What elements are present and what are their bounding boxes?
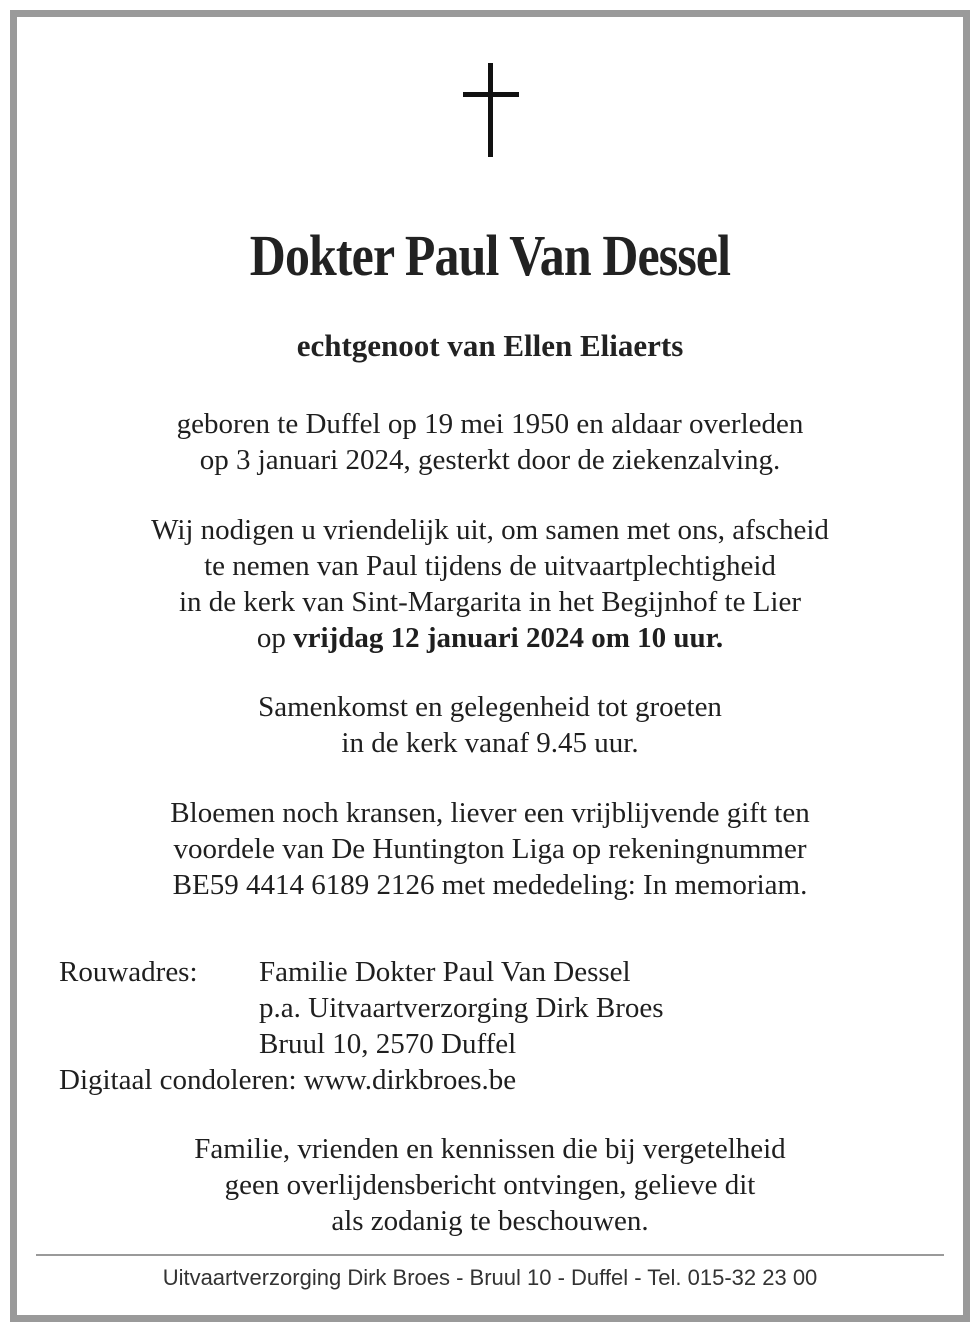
invitation-line-3: in de kerk van Sint-Margarita in het Begijnhof te Lier xyxy=(179,586,801,618)
birth-death-line-2: op 3 januari 2024, gesterkt door de ziekenzalving. xyxy=(199,444,781,476)
flowers-line-2: voordele van De Huntington Liga op rekeningnummer xyxy=(173,833,807,865)
invitation-block xyxy=(0,512,980,656)
invitation-date-prefix: op xyxy=(256,622,294,654)
flowers-line-3: BE59 4414 6189 2126 met mededeling: In memoriam. xyxy=(172,869,808,901)
invitation-date: vrijdag 12 januari 2024 om 10 uur. xyxy=(293,622,724,654)
address-line-2: p.a. Uitvaartverzorging Dirk Broes xyxy=(259,992,664,1024)
flowers-block xyxy=(0,795,980,903)
notice-frame xyxy=(10,10,970,1322)
closing-block xyxy=(0,1131,980,1239)
footer-divider xyxy=(36,1254,944,1256)
gathering-line-2: in de kerk vanaf 9.45 uur. xyxy=(341,727,639,759)
cross-icon xyxy=(463,63,519,159)
birth-death-block xyxy=(0,406,980,478)
invitation-line-2: te nemen van Paul tijdens de uitvaartplechtigheid xyxy=(204,550,776,582)
invitation-date-line xyxy=(0,620,980,656)
condolence-link: Digitaal condoleren: www.dirkbroes.be xyxy=(59,1064,517,1096)
birth-death-line-1: geboren te Duffel op 19 mei 1950 en aldaar overleden xyxy=(176,408,804,440)
closing-line-2: geen overlijdensbericht ontvingen, gelieve dit xyxy=(224,1169,756,1201)
deceased-name: Dokter Paul Van Dessel xyxy=(249,223,731,288)
spouse-line: echtgenoot van Ellen Eliaerts xyxy=(296,328,684,363)
gathering-block xyxy=(0,689,980,761)
closing-line-1: Familie, vrienden en kennissen die bij vergetelheid xyxy=(194,1133,786,1165)
address-label: Rouwadres: xyxy=(59,956,198,988)
funeral-home-footer: Uitvaartverzorging Dirk Broes - Bruul 10 - Duffel - Tel. 015-32 23 00 xyxy=(162,1265,818,1290)
invitation-line-1: Wij nodigen u vriendelijk uit, om samen met ons, afscheid xyxy=(151,514,829,546)
gathering-line-1: Samenkomst en gelegenheid tot groeten xyxy=(258,691,722,723)
flowers-line-1: Bloemen noch kransen, liever een vrijblijvende gift ten xyxy=(170,797,810,829)
address-line-1: Familie Dokter Paul Van Dessel xyxy=(259,956,631,988)
closing-line-3: als zodanig te beschouwen. xyxy=(331,1205,649,1237)
address-line-3: Bruul 10, 2570 Duffel xyxy=(259,1028,517,1060)
